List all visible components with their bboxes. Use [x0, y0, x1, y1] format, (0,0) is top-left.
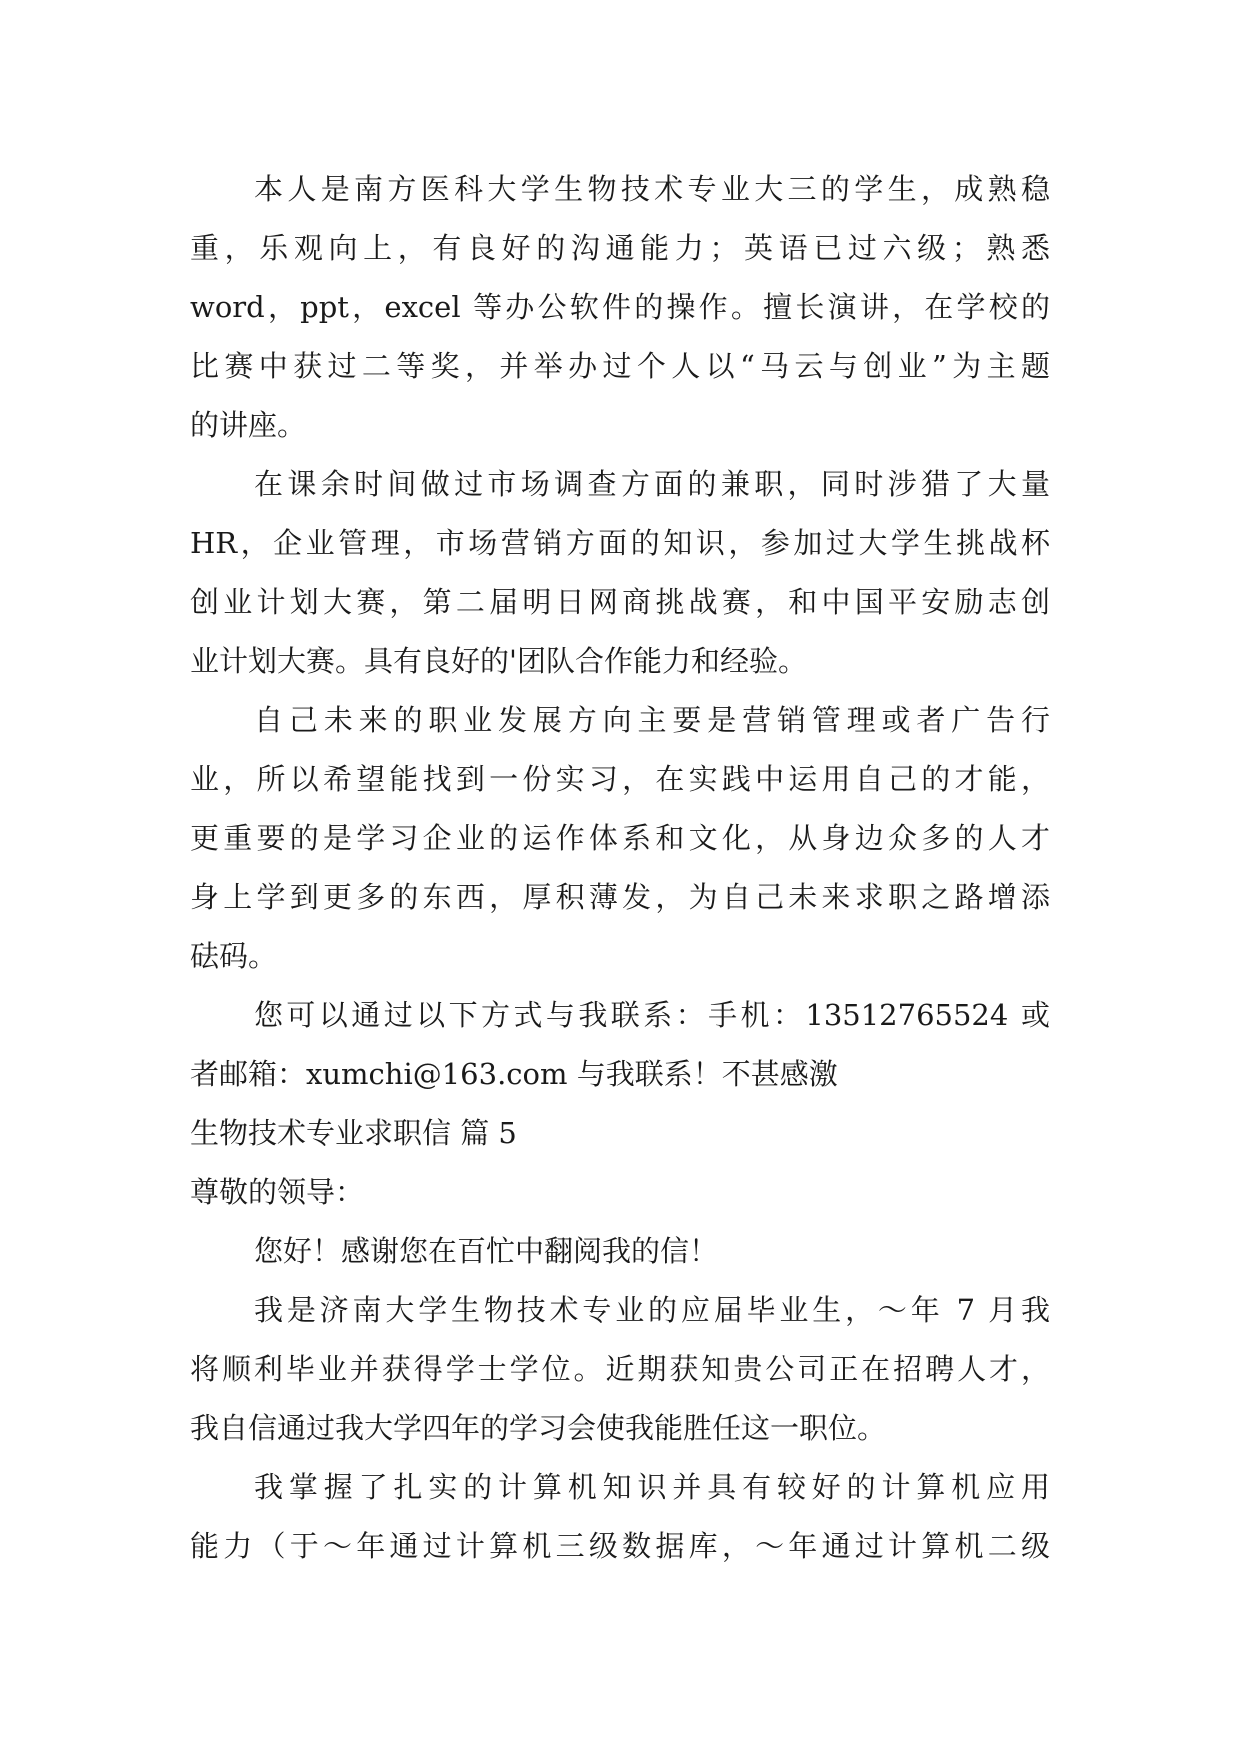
salutation: 尊敬的领导： [190, 1175, 365, 1209]
text-line: 在课余时间做过市场调查方面的兼职，同时涉猎了大量 [254, 467, 1050, 501]
text-line: 重，乐观向上，有良好的沟通能力；英语已过六级；熟悉 [190, 231, 1050, 265]
text-line: HR，企业管理，市场营销方面的知识，参加过大学生挑战杯 [190, 526, 1050, 560]
text-line: 更重要的是学习企业的运作体系和文化，从身边众多的人才 [190, 821, 1050, 855]
text-line: 的讲座。 [190, 408, 307, 442]
text-line: 我掌握了扎实的计算机知识并具有较好的计算机应用 [254, 1470, 1050, 1504]
text-line: 我是济南大学生物技术专业的应届毕业生，～年 7 月我 [254, 1293, 1050, 1327]
text-line: 身上学到更多的东西，厚积薄发，为自己未来求职之路增添 [190, 880, 1050, 914]
text-line: 能力（于～年通过计算机三级数据库，～年通过计算机二级 [190, 1529, 1050, 1563]
text-line: 您可以通过以下方式与我联系：手机：13512765524 或 [254, 998, 1050, 1032]
section-heading: 生物技术专业求职信 篇 5 [190, 1116, 517, 1150]
text-line: 我自信通过我大学四年的学习会使我能胜任这一职位。 [190, 1411, 887, 1445]
text-line: 比赛中获过二等奖，并举办过个人以“马云与创业”为主题 [190, 349, 1050, 383]
greeting-line: 您好！感谢您在百忙中翻阅我的信！ [254, 1234, 719, 1268]
text-line: 业，所以希望能找到一份实习，在实践中运用自己的才能， [190, 762, 1050, 796]
text-line: 本人是南方医科大学生物技术专业大三的学生，成熟稳 [254, 172, 1050, 206]
document-body [190, 160, 1050, 1576]
text-line: 将顺利毕业并获得学士学位。近期获知贵公司正在招聘人才， [190, 1352, 1050, 1386]
text-line: 者邮箱：xumchi@163.com 与我联系！不甚感激 [190, 1057, 838, 1091]
text-line: 砝码。 [190, 939, 278, 973]
text-line: 业计划大赛。具有良好的'团队合作能力和经验。 [190, 644, 807, 678]
text-line: 自己未来的职业发展方向主要是营销管理或者广告行 [254, 703, 1050, 737]
text-line: 创业计划大赛，第二届明日网商挑战赛，和中国平安励志创 [190, 585, 1050, 619]
text-line: word，ppt，excel 等办公软件的操作。擅长演讲，在学校的 [190, 290, 1050, 324]
